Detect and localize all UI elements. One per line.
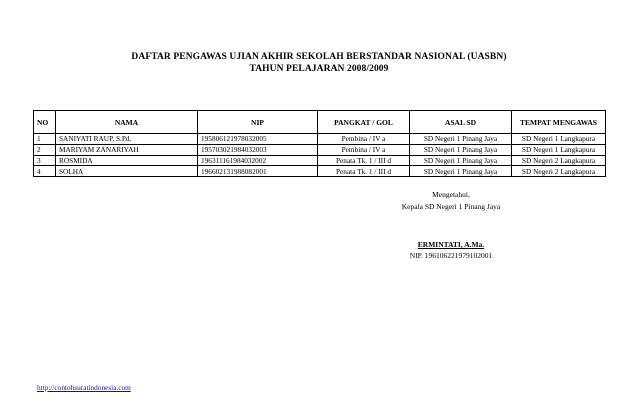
cell-nama: SOLHA bbox=[56, 166, 198, 177]
header-pangkat: PANGKAT / GOL bbox=[318, 111, 410, 134]
signatory-nip: NIP. 196106221979102001 bbox=[409, 251, 493, 260]
cell-tempat-mengawas: SD Negeri 2 Langkapura bbox=[512, 155, 606, 166]
cell-nip: 196311161984032002 bbox=[198, 155, 318, 166]
signatory-name: ERMINTATI, A.Ma. bbox=[417, 240, 485, 249]
header-asal-sd: ASAL SD bbox=[410, 111, 512, 134]
cell-pangkat: Penata Tk. 1 / III d bbox=[318, 166, 410, 177]
document-title: DAFTAR PENGAWAS UJIAN AKHIR SEKOLAH BERSTANDAR NASIONAL (UASBN) bbox=[131, 52, 507, 62]
footer-link[interactable]: http://contohsuratindonesia.com bbox=[37, 383, 131, 392]
cell-tempat-mengawas: SD Negeri 1 Langkapura bbox=[512, 134, 606, 145]
table-row bbox=[34, 155, 606, 166]
cell-tempat-mengawas: SD Negeri 2 Langkapura bbox=[512, 166, 606, 177]
cell-no: 3 bbox=[34, 155, 56, 166]
cell-pangkat: Pembina / IV a bbox=[318, 134, 410, 145]
cell-nip: 196602131988082001 bbox=[198, 166, 318, 177]
cell-tempat-mengawas: SD Negeri 1 Langkapura bbox=[512, 144, 606, 155]
cell-nama: SANIYATI RAUP, S.Pd. bbox=[56, 134, 198, 145]
cell-no: 2 bbox=[34, 144, 56, 155]
cell-asal-sd: SD Negeri 1 Pinang Jaya bbox=[410, 155, 512, 166]
cell-nama: ROSMIDA bbox=[56, 155, 198, 166]
signature-position: Kepala SD Negeri 1 Pinang Jaya bbox=[401, 202, 501, 211]
cell-nama: MARIYAM ZANARIYAH bbox=[56, 144, 198, 155]
table-row bbox=[34, 166, 606, 177]
cell-no: 4 bbox=[34, 166, 56, 177]
cell-pangkat: Pembina / IV a bbox=[318, 144, 410, 155]
table-row bbox=[34, 134, 606, 145]
cell-asal-sd: SD Negeri 1 Pinang Jaya bbox=[410, 134, 512, 145]
table-header-row bbox=[34, 111, 606, 134]
signature-acknowledged: Mengetahui, bbox=[432, 190, 470, 199]
header-no: NO bbox=[34, 111, 56, 134]
header-nama: NAMA bbox=[56, 111, 198, 134]
header-tempat-mengawas: TEMPAT MENGAWAS bbox=[512, 111, 606, 134]
cell-nip: 195703021984032003 bbox=[198, 144, 318, 155]
cell-no: 1 bbox=[34, 134, 56, 145]
cell-asal-sd: SD Negeri 1 Pinang Jaya bbox=[410, 166, 512, 177]
supervisor-table bbox=[33, 110, 606, 177]
cell-pangkat: Penata Tk. 1 / III d bbox=[318, 155, 410, 166]
document-subtitle: TAHUN PELAJARAN 2008/2009 bbox=[249, 64, 389, 74]
cell-nip: 195806121978032005 bbox=[198, 134, 318, 145]
table-row bbox=[34, 144, 606, 155]
header-nip: NIP bbox=[198, 111, 318, 134]
cell-asal-sd: SD Negeri 1 Pinang Jaya bbox=[410, 144, 512, 155]
